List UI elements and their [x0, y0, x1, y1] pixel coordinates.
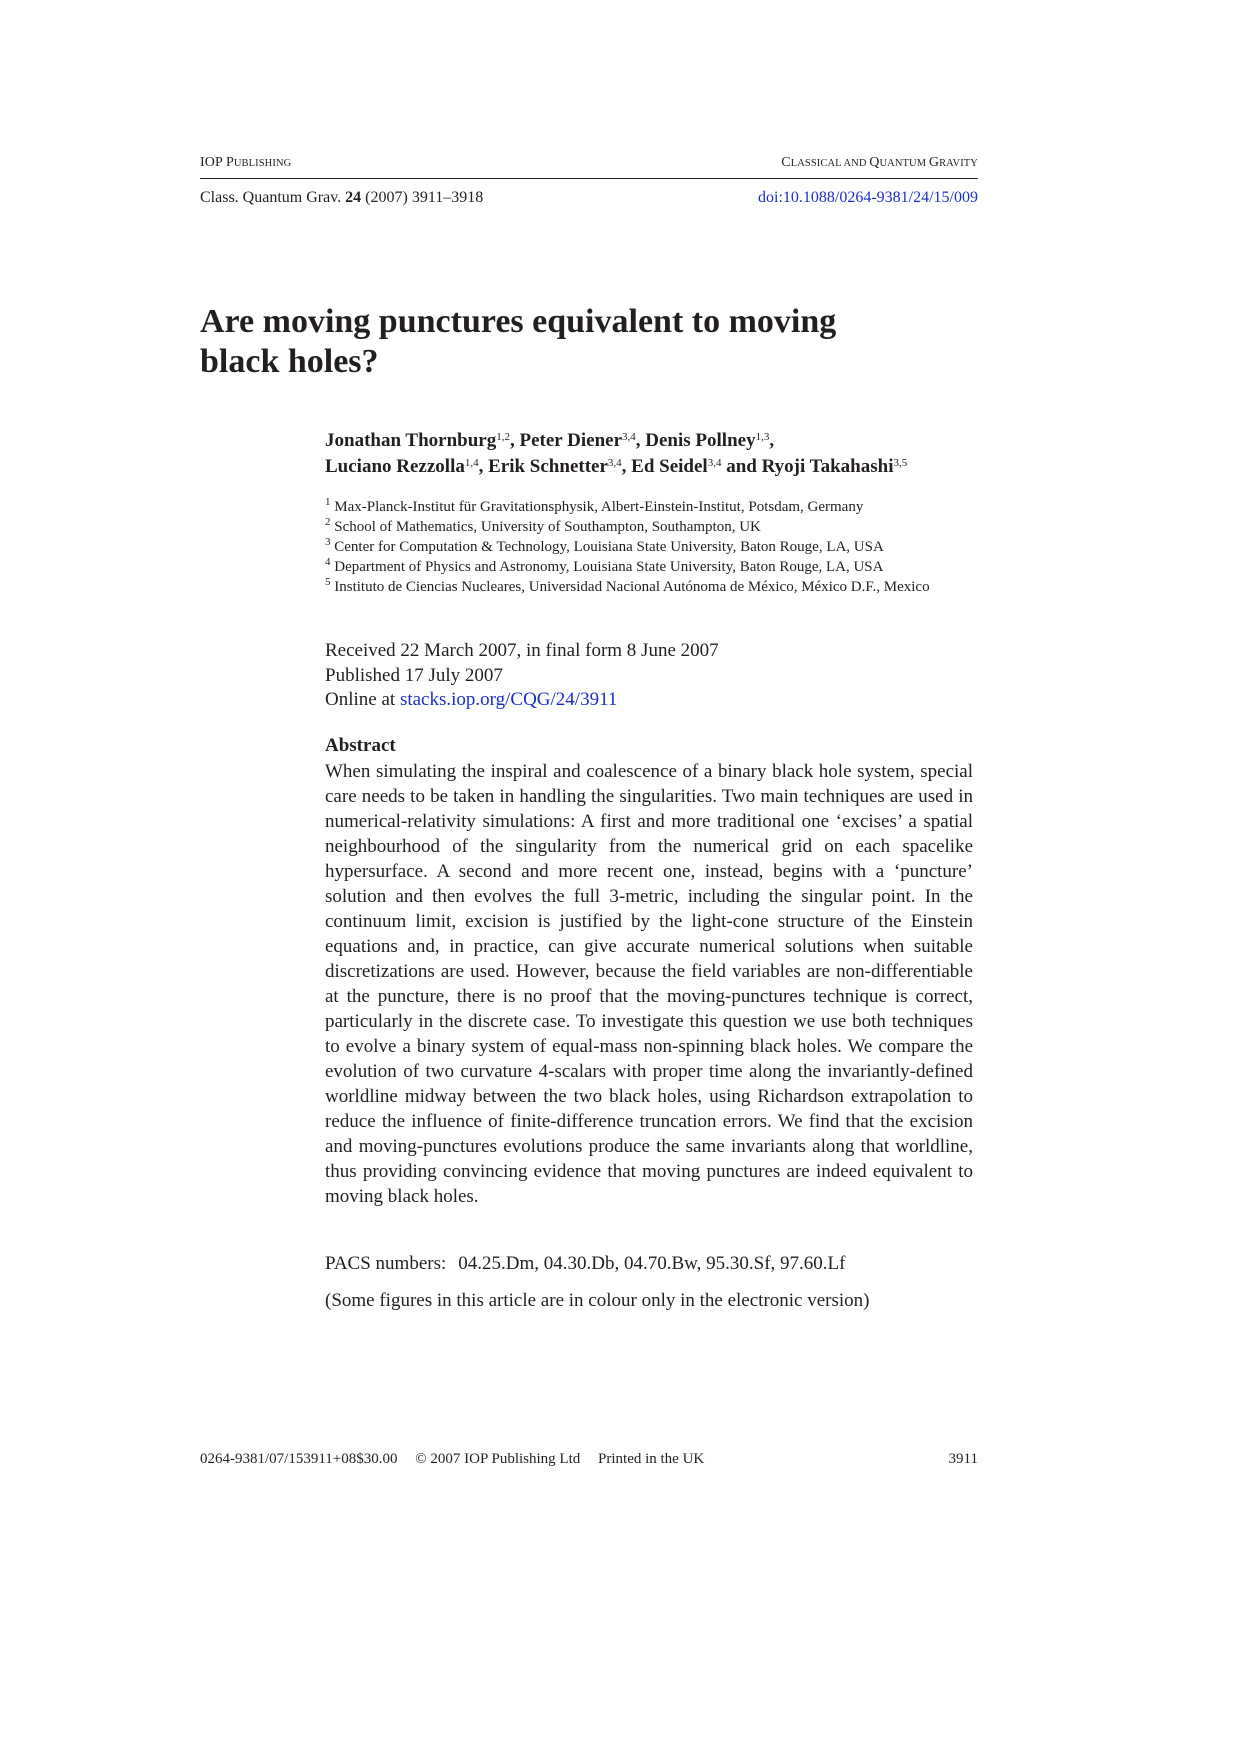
author-name: Erik Schnetter	[488, 456, 608, 477]
affiliations	[325, 497, 965, 597]
journal-name	[781, 155, 978, 171]
affiliation-text: School of Mathematics, University of Southampton, Southampton, UK	[330, 519, 761, 535]
online-at: Online at stacks.iop.org/CQG/24/3911	[325, 689, 618, 710]
author-separator: ,	[769, 430, 775, 451]
authors-line-1	[325, 428, 1005, 454]
header-divider	[200, 178, 978, 179]
journal-name-part: C	[781, 155, 791, 170]
author-affiliation-marker: 3,4	[607, 457, 622, 469]
journal-name-part: LASSICAL AND	[790, 158, 870, 169]
author-affiliation-marker: 1,3	[755, 431, 770, 443]
author-affiliation-marker: 3,4	[707, 457, 722, 469]
citation: Class. Quantum Grav. 24 (2007) 3911–3918	[200, 189, 484, 206]
journal-name-part: UANTUM	[879, 158, 929, 169]
affiliation-text: Center for Computation & Technology, Louisiana State University, Baton Rouge, LA, USA	[330, 539, 884, 555]
published-date: Published 17 July 2007	[325, 664, 503, 686]
author-name: Ryoji Takahashi	[761, 456, 894, 477]
author-affiliation-marker: 3,4	[622, 431, 636, 443]
affiliation-item	[325, 537, 965, 557]
online-link[interactable]: stacks.iop.org/CQG/24/3911	[399, 689, 618, 710]
abstract-heading: Abstract	[325, 735, 396, 756]
author-name: Jonathan Thornburg	[325, 430, 497, 451]
authors-line-2	[325, 454, 1005, 480]
title-line-2: black holes?	[200, 343, 379, 380]
author-affiliation-marker: 1,4	[464, 457, 479, 469]
colour-note: (Some figures in this article are in colour only in the electronic version)	[325, 1290, 870, 1311]
affiliation-number: 4	[325, 556, 331, 568]
affiliation-item	[325, 517, 965, 537]
author-affiliation-marker: 1,2	[496, 431, 510, 443]
author-affiliation-marker: 3,5	[893, 457, 908, 469]
abstract-text: When simulating the inspiral and coalescence of a binary black hole system, special care needs to be taken in handling the singularities. Two main techniques are used in numerical-relativity simulations: A first and more traditional one ‘excises’ a spatial neighbourhood of the singularity from the numerical grid on each spacelike hypersurface. A second and more recent one, instead, begins with a ‘puncture’ solution and then evolves the full 3-metric, including the singular point. In the continuum limit, excision is justified by the light-cone structure of the Einstein equations and, in practice, can give accurate numerical solutions when suitable discretizations are used. However, because the field variables are non-differentiable at the puncture, there is no proof that the moving-punctures technique is correct, particularly in the discrete case. To investigate this question we use both techniques to evolve a binary system of equal-mass non-spinning black holes. We compare the evolution of two curvature 4-scalars with proper time along the invariantly-defined worldline midway between the two black holes, using Richardson extrapolation to reduce the influence of finite-difference truncation errors. We find that the excision and moving-punctures evolutions produce the same invariants along that worldline, thus providing convincing evidence that moving punctures are indeed equivalent to moving black holes.	[325, 761, 973, 1207]
footer-info	[200, 1451, 718, 1468]
author-separator: ,	[621, 456, 632, 477]
affiliation-text: Max-Planck-Institut für Gravitationsphysik, Albert-Einstein-Institut, Potsdam, Germany	[330, 499, 864, 515]
author-separator: ,	[478, 456, 489, 477]
author-name: Luciano Rezzolla	[325, 456, 465, 477]
journal-name-part: Q	[869, 155, 880, 170]
author-name: Peter Diener	[519, 430, 623, 451]
affiliation-item	[325, 577, 965, 597]
received-date: Received 22 March 2007, in final form 8 June 2007	[325, 640, 719, 661]
page-number: 3911	[948, 1451, 978, 1467]
pacs-numbers: PACS numbers: 04.25.Dm, 04.30.Db, 04.70.Bw, 95.30.Sf, 97.60.Lf	[325, 1253, 846, 1274]
footer-copyright: © 2007 IOP Publishing Ltd	[415, 1451, 581, 1467]
affiliation-number: 3	[325, 536, 331, 548]
author-separator: and	[721, 456, 762, 477]
paper-title	[200, 302, 900, 382]
affiliation-number: 5	[325, 576, 331, 588]
author-name: Denis Pollney	[645, 430, 756, 451]
title-line-1: Are moving punctures equivalent to moving	[200, 303, 837, 340]
author-list	[325, 428, 1005, 480]
affiliation-number: 2	[325, 516, 331, 528]
affiliation-text: Department of Physics and Astronomy, Louisiana State University, Baton Rouge, LA, USA	[330, 559, 884, 575]
author-separator: ,	[635, 430, 646, 451]
affiliation-number: 1	[325, 496, 331, 508]
affiliation-text: Instituto de Ciencias Nucleares, Universidad Nacional Autónoma de México, México D.F., Mexico	[330, 579, 930, 595]
affiliation-item	[325, 497, 965, 517]
footer-printed: Printed in the UK	[598, 1451, 705, 1467]
journal-name-part: G	[928, 155, 940, 170]
author-separator: ,	[510, 430, 520, 451]
doi-link[interactable]: doi:10.1088/0264-9381/24/15/009	[758, 189, 978, 206]
publisher-name: IOP PUBLISHING	[200, 155, 292, 170]
footer-code: 0264-9381/07/153911+08$30.00	[200, 1451, 398, 1467]
affiliation-item	[325, 557, 965, 577]
publication-dates	[325, 639, 719, 713]
author-name: Ed Seidel	[631, 456, 708, 477]
journal-name-part: RAVITY	[939, 158, 978, 169]
